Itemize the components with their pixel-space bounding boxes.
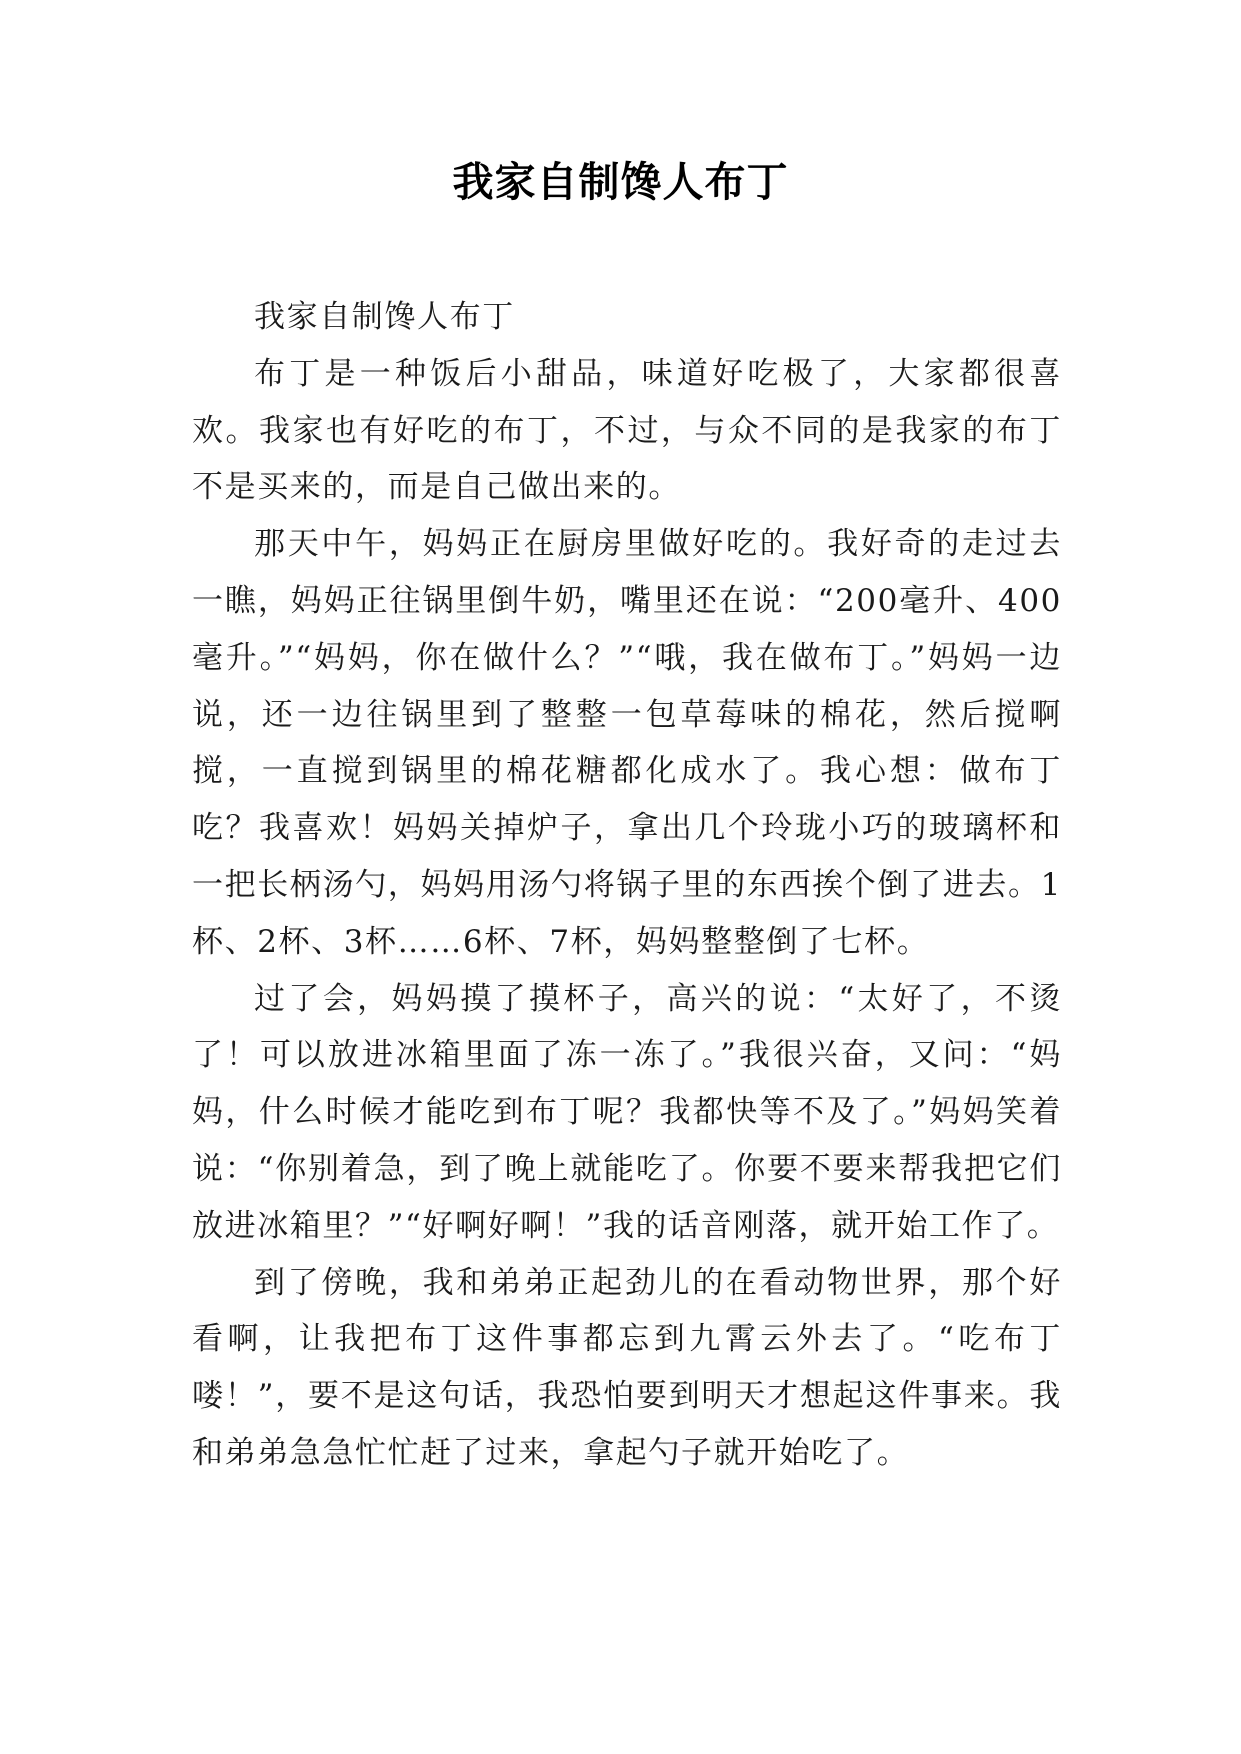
paragraph-evening: 到了傍晚，我和弟弟正起劲儿的在看动物世界，那个好看啊，让我把布丁这件事都忘到九霄云外去了。“吃布丁喽！”，要不是这句话，我恐怕要到明天才想起这件事来。我和弟弟急急忙忙赶了过来，拿起勺子就开始吃了。 — [192, 1264, 1062, 1471]
paragraph-noon: 那天中午，妈妈正在厨房里做好吃的。我好奇的走过去一瞧，妈妈正往锅里倒牛奶，嘴里还在说：“200毫升、400毫升。”“妈妈，你在做什么？”“哦，我在做布丁。”妈妈一边说，还一边往锅里到了整整一包草莓味的棉花，然后搅啊搅，一直搅到锅里的棉花糖都化成水了。我心想：做布丁吃？我喜欢！妈妈关掉炉子，拿出几个玲珑小巧的玻璃杯和一把长柄汤勺，妈妈用汤勺将锅子里的东西挨个倒了进去。1杯、2杯、3杯……6杯、7杯，妈妈整整倒了七杯。 — [192, 526, 1062, 960]
paragraph-subtitle: 我家自制馋人布丁 — [254, 299, 515, 335]
document-body — [192, 289, 1062, 1482]
paragraph-intro: 布丁是一种饭后小甜品，味道好吃极了，大家都很喜欢。我家也有好吃的布丁，不过，与众不同的是我家的布丁不是买来的，而是自己做出来的。 — [192, 355, 1062, 506]
document-title: 我家自制馋人布丁 — [452, 158, 789, 206]
paragraph-cooling: 过了会，妈妈摸了摸杯子，高兴的说：“太好了，不烫了！可以放进冰箱里面了冻一冻了。”我很兴奋，又问：“妈妈，什么时候才能吃到布丁呢？我都快等不及了。”妈妈笑着说：“你别着急，到了晚上就能吃了。你要不要来帮我把它们放进冰箱里？”“好啊好啊！”我的话音刚落，就开始工作了。 — [192, 980, 1062, 1244]
